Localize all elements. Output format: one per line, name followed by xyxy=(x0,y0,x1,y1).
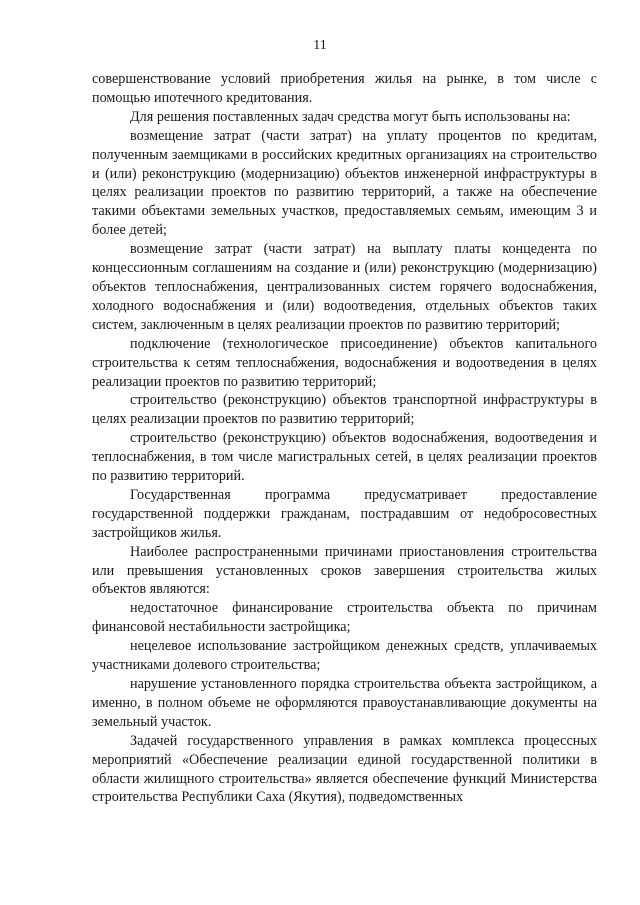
list-item-procedure-violation: нарушение установленного порядка строительства объекта застройщиком, а именно, в полном объеме не оформляются правоустанавливающие документы на земельный участок. xyxy=(92,676,597,730)
paragraph-reasons: Наиболее распространенными причинами приостановления строительства или превышения установленных сроков завершения строительства жилых объектов являются: xyxy=(92,543,597,598)
document-body xyxy=(92,70,597,807)
paragraph-state-support: Государственная программа предусматривает предоставление государственной поддержки гражданам, пострадавшим от недобросовестных застройщиков жилья. xyxy=(92,486,597,541)
page-number: 11 xyxy=(313,38,327,53)
list-item-connection: подключение (технологическое присоединение) объектов капитального строительства к сетям теплоснабжения, водоснабжения и водоотведения в целях реализации проектов по развитию территорий; xyxy=(92,335,597,390)
list-item-interest-compensation: возмещение затрат (части затрат) на уплату процентов по кредитам, полученным заемщиками в российских кредитных организациях на строительство и (или) реконструкцию (модернизацию) объектов инженерной инфраструктуры в целях реализации проектов по развитию территорий, а также на обеспечение такими объектами земельных участков, предоставляемых семьям, имеющим 3 и более детей; xyxy=(92,127,597,239)
list-item-transport-infrastructure: строительство (реконструкцию) объектов транспортной инфраструктуры в целях реализации проектов по развитию территорий; xyxy=(92,392,597,428)
list-item-insufficient-financing: недостаточное финансирование строительства объекта по причинам финансовой нестабильности застройщика; xyxy=(92,600,597,636)
paragraph-continuation: совершенствование условий приобретения жилья на рынке, в том числе с помощью ипотечного кредитования. xyxy=(92,71,597,106)
list-item-concession-compensation: возмещение затрат (части затрат) на выплату платы концедента по концессионным соглашениям на создание и (или) реконструкцию (модернизацию) объектов теплоснабжения, централизованных систем горячего водоснабжения, холодного водоснабжения и (или) водоотведения, отдельных объектов таких систем, заключенным в целях реализации проектов по развитию территорий; xyxy=(92,241,597,333)
paragraph-intro: Для решения поставленных задач средства могут быть использованы на: xyxy=(130,108,571,125)
paragraph-management-task: Задачей государственного управления в рамках комплекса процессных мероприятий «Обеспечение реализации единой государственной политики в области жилищного строительства» является обеспечение функций Министерства строительства Республики Саха (Якутия), подведомственных xyxy=(92,732,597,806)
list-item-water-heat-supply: строительство (реконструкцию) объектов водоснабжения, водоотведения и теплоснабжения, в том числе магистральных сетей, в целях реализации проектов по развитию территорий. xyxy=(92,430,597,485)
list-item-misuse-of-funds: нецелевое использование застройщиком денежных средств, уплачиваемых участниками долевого строительства; xyxy=(92,638,597,674)
